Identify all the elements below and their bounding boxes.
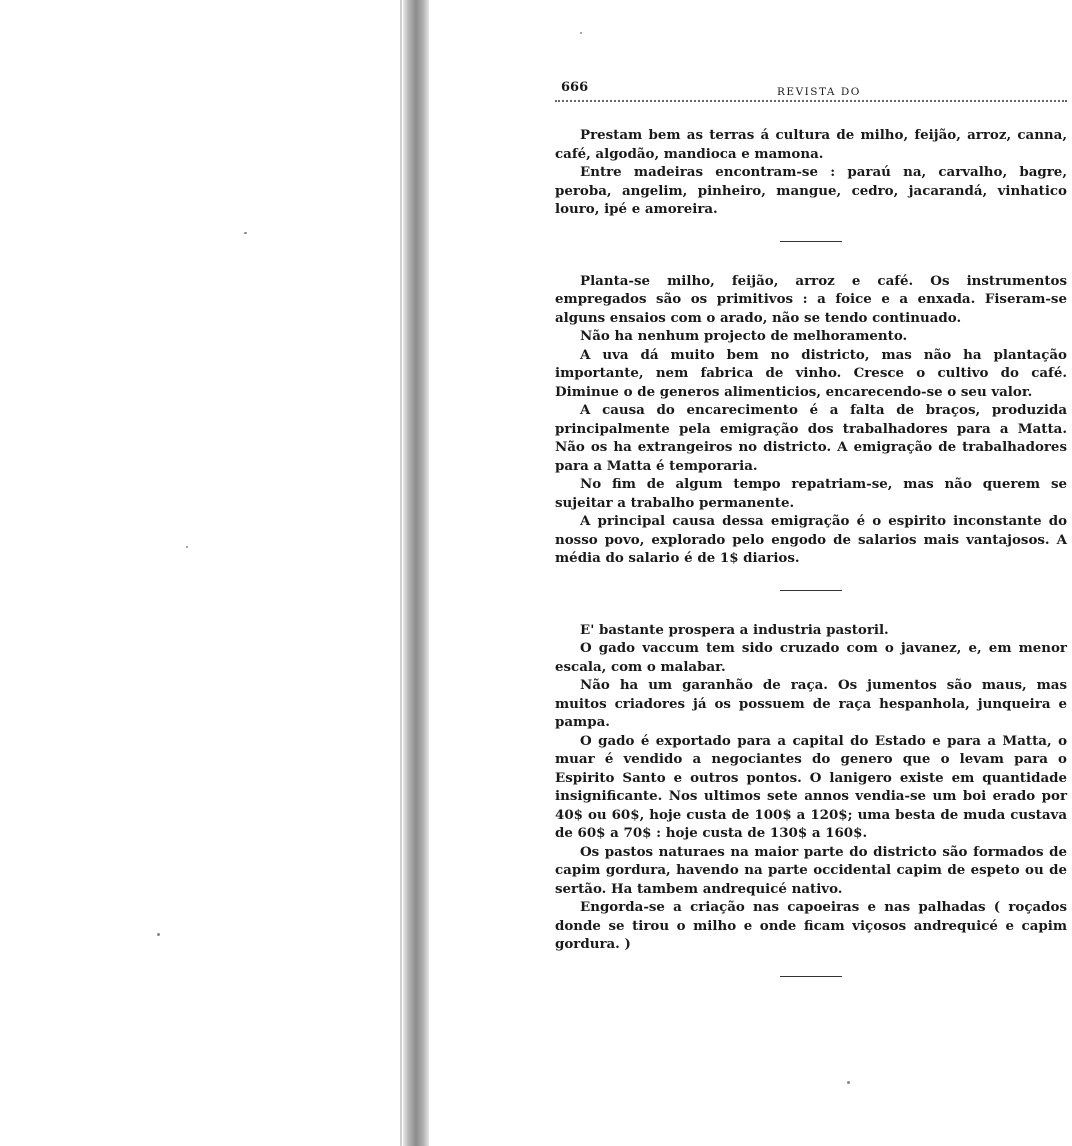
section-divider xyxy=(780,976,842,977)
section-divider xyxy=(780,241,842,242)
page-number: 666 xyxy=(561,80,589,95)
section-livestock xyxy=(555,621,1067,954)
scan-speck xyxy=(580,32,582,34)
paragraph: Não ha um garanhão de raça. Os jumentos são maus, mas muitos criadores já os possuem de raça hespanhola, junqueira e pampa. xyxy=(555,677,1067,730)
book-gutter-edge xyxy=(400,0,402,1146)
section-divider xyxy=(780,590,842,591)
paragraph: A uva dá muito bem no districto, mas não ha plantação importante, nem fabrica de vinho. Cresce o cultivo do café. Diminue o de generos alimenticios, encarecendo-se o seu valor. xyxy=(555,346,1067,400)
scan-speck xyxy=(157,933,160,936)
paragraph: O gado é exportado para a capital do Estado e para a Matta, o muar é vendido a negociantes do genero que o levam para o Espirito Santo e outros pontos. O lanigero existe em quantidade insignificante. Nos ultimos sete annos vendia-se um boi erado por 40$ ou 60$, hoje custa de 100$ a 120$; uma besta de muda custava de 60$ a 70$ : hoje custa de 130$ a 160$. xyxy=(555,732,1067,841)
paragraph: E' bastante prospera a industria pastoril. xyxy=(580,621,889,638)
paragraph: Planta-se milho, feijão, arroz e café. Os instrumentos empregados são os primitivos : a foice e a enxada. Fiseram-se alguns ensaios com o arado, não se tendo continuado. xyxy=(555,272,1067,326)
paragraph: Prestam bem as terras á cultura de milho, feijão, arroz, canna, café, algodão, mandioca e mamona. xyxy=(555,127,1067,162)
section-farming-labour xyxy=(555,272,1067,568)
scan-speck xyxy=(244,232,247,234)
paragraph: Entre madeiras encontram-se : paraú na, carvalho, bagre, peroba, angelim, pinheiro, mangue, cedro, jacarandá, vinhatico louro, ipé e amoreira. xyxy=(555,164,1067,217)
paragraph: Os pastos naturaes na maior parte do districto são formados de capim gordura, havendo na parte occidental capim de espeto ou de sertão. Ha tambem andrequicé nativo. xyxy=(555,843,1067,897)
running-head: REVISTA DO xyxy=(777,86,861,98)
paragraph: A causa do encarecimento é a falta de braços, produzida principalmente pela emigração dos trabalhadores para a Matta. Não os ha extrangeiros no districto. A emigração de trabalhadores para a Matta é temporaria. xyxy=(555,402,1067,474)
book-gutter-shadow xyxy=(403,0,429,1146)
book-page xyxy=(555,78,1067,977)
scan-speck xyxy=(186,546,188,548)
paragraph: No fim de algum tempo repatriam-se, mas não querem se sujeitar a trabalho permanente. xyxy=(555,476,1067,511)
page-header xyxy=(555,78,1067,102)
paragraph: Não ha nenhum projecto de melhoramento. xyxy=(580,328,908,344)
scan-speck xyxy=(847,1081,850,1084)
paragraph: Engorda-se a criação nas capoeiras e nas palhadas ( roçados donde se tirou o milho e onde ficam viçosos andrequicé e capim gordura. ) xyxy=(555,899,1067,952)
paragraph: A principal causa dessa emigração é o espirito inconstante do nosso povo, explorado pelo engodo de salarios mais vantajosos. A média do salario é de 1$ diarios. xyxy=(555,513,1067,566)
section-agriculture-timber xyxy=(555,126,1067,219)
paragraph: O gado vaccum tem sido cruzado com o javanez, e, em menor escala, com o malabar. xyxy=(555,640,1067,675)
